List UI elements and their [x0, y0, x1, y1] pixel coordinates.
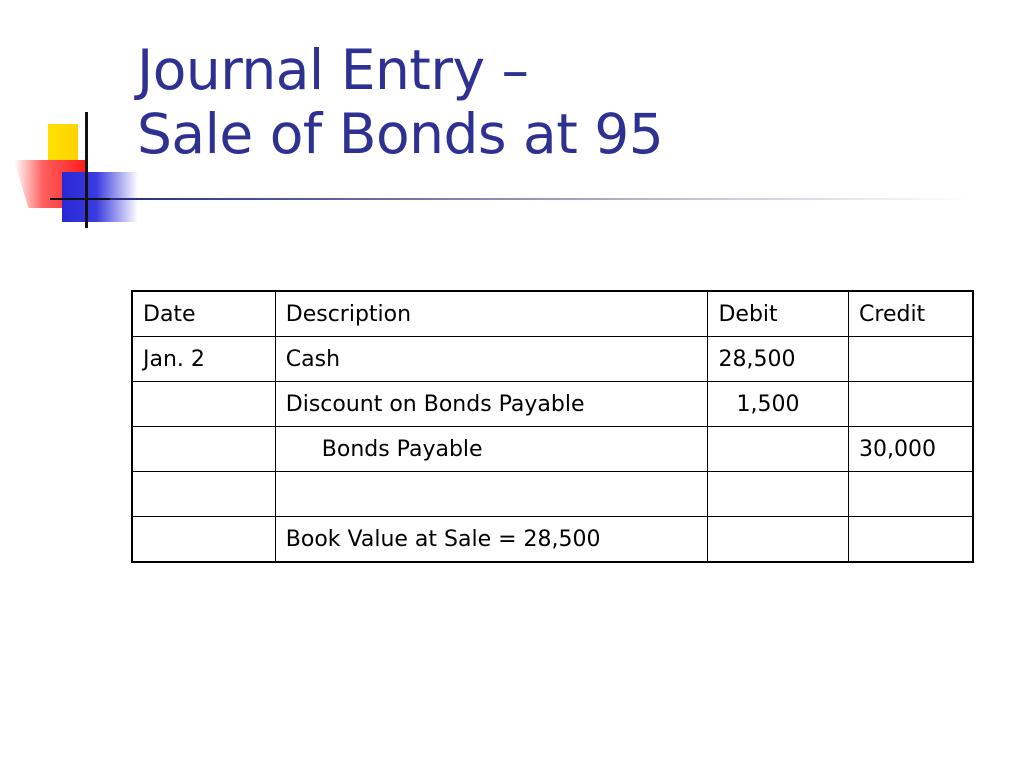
logo-vertical-line	[85, 112, 88, 228]
header-credit: Credit	[849, 291, 973, 337]
cell-date	[132, 517, 275, 563]
cell-credit	[849, 382, 973, 427]
cell-debit: 28,500	[708, 337, 849, 382]
table-header-row	[132, 291, 973, 337]
cell-debit	[708, 427, 849, 472]
cell-credit	[849, 337, 973, 382]
header-date: Date	[132, 291, 275, 337]
header-debit: Debit	[708, 291, 849, 337]
cell-date	[132, 382, 275, 427]
slide-title-line-2: Sale of Bonds at 95	[137, 102, 664, 166]
logo-horizontal-line	[50, 198, 110, 200]
slide-title-line-1: Journal Entry –	[137, 38, 529, 102]
table-row	[132, 427, 973, 472]
cell-credit	[849, 517, 973, 563]
cell-description: Discount on Bonds Payable	[275, 382, 708, 427]
cell-credit	[849, 472, 973, 517]
cell-credit: 30,000	[849, 427, 973, 472]
slide-title	[137, 38, 663, 166]
cell-debit	[708, 517, 849, 563]
table-row	[132, 517, 973, 563]
journal-entry-table	[131, 290, 974, 563]
table-row	[132, 472, 973, 517]
header-description: Description	[275, 291, 708, 337]
cell-description: Bonds Payable	[275, 427, 708, 472]
cell-debit	[708, 472, 849, 517]
title-underline-rule	[110, 198, 970, 200]
cell-description	[275, 472, 708, 517]
cell-date: Jan. 2	[132, 337, 275, 382]
slide-logo-decoration	[0, 0, 150, 240]
cell-date	[132, 427, 275, 472]
table-row	[132, 337, 973, 382]
logo-blue-square	[62, 172, 138, 222]
table-row	[132, 382, 973, 427]
cell-description: Book Value at Sale = 28,500	[275, 517, 708, 563]
cell-debit: 1,500	[708, 382, 849, 427]
cell-description: Cash	[275, 337, 708, 382]
cell-date	[132, 472, 275, 517]
